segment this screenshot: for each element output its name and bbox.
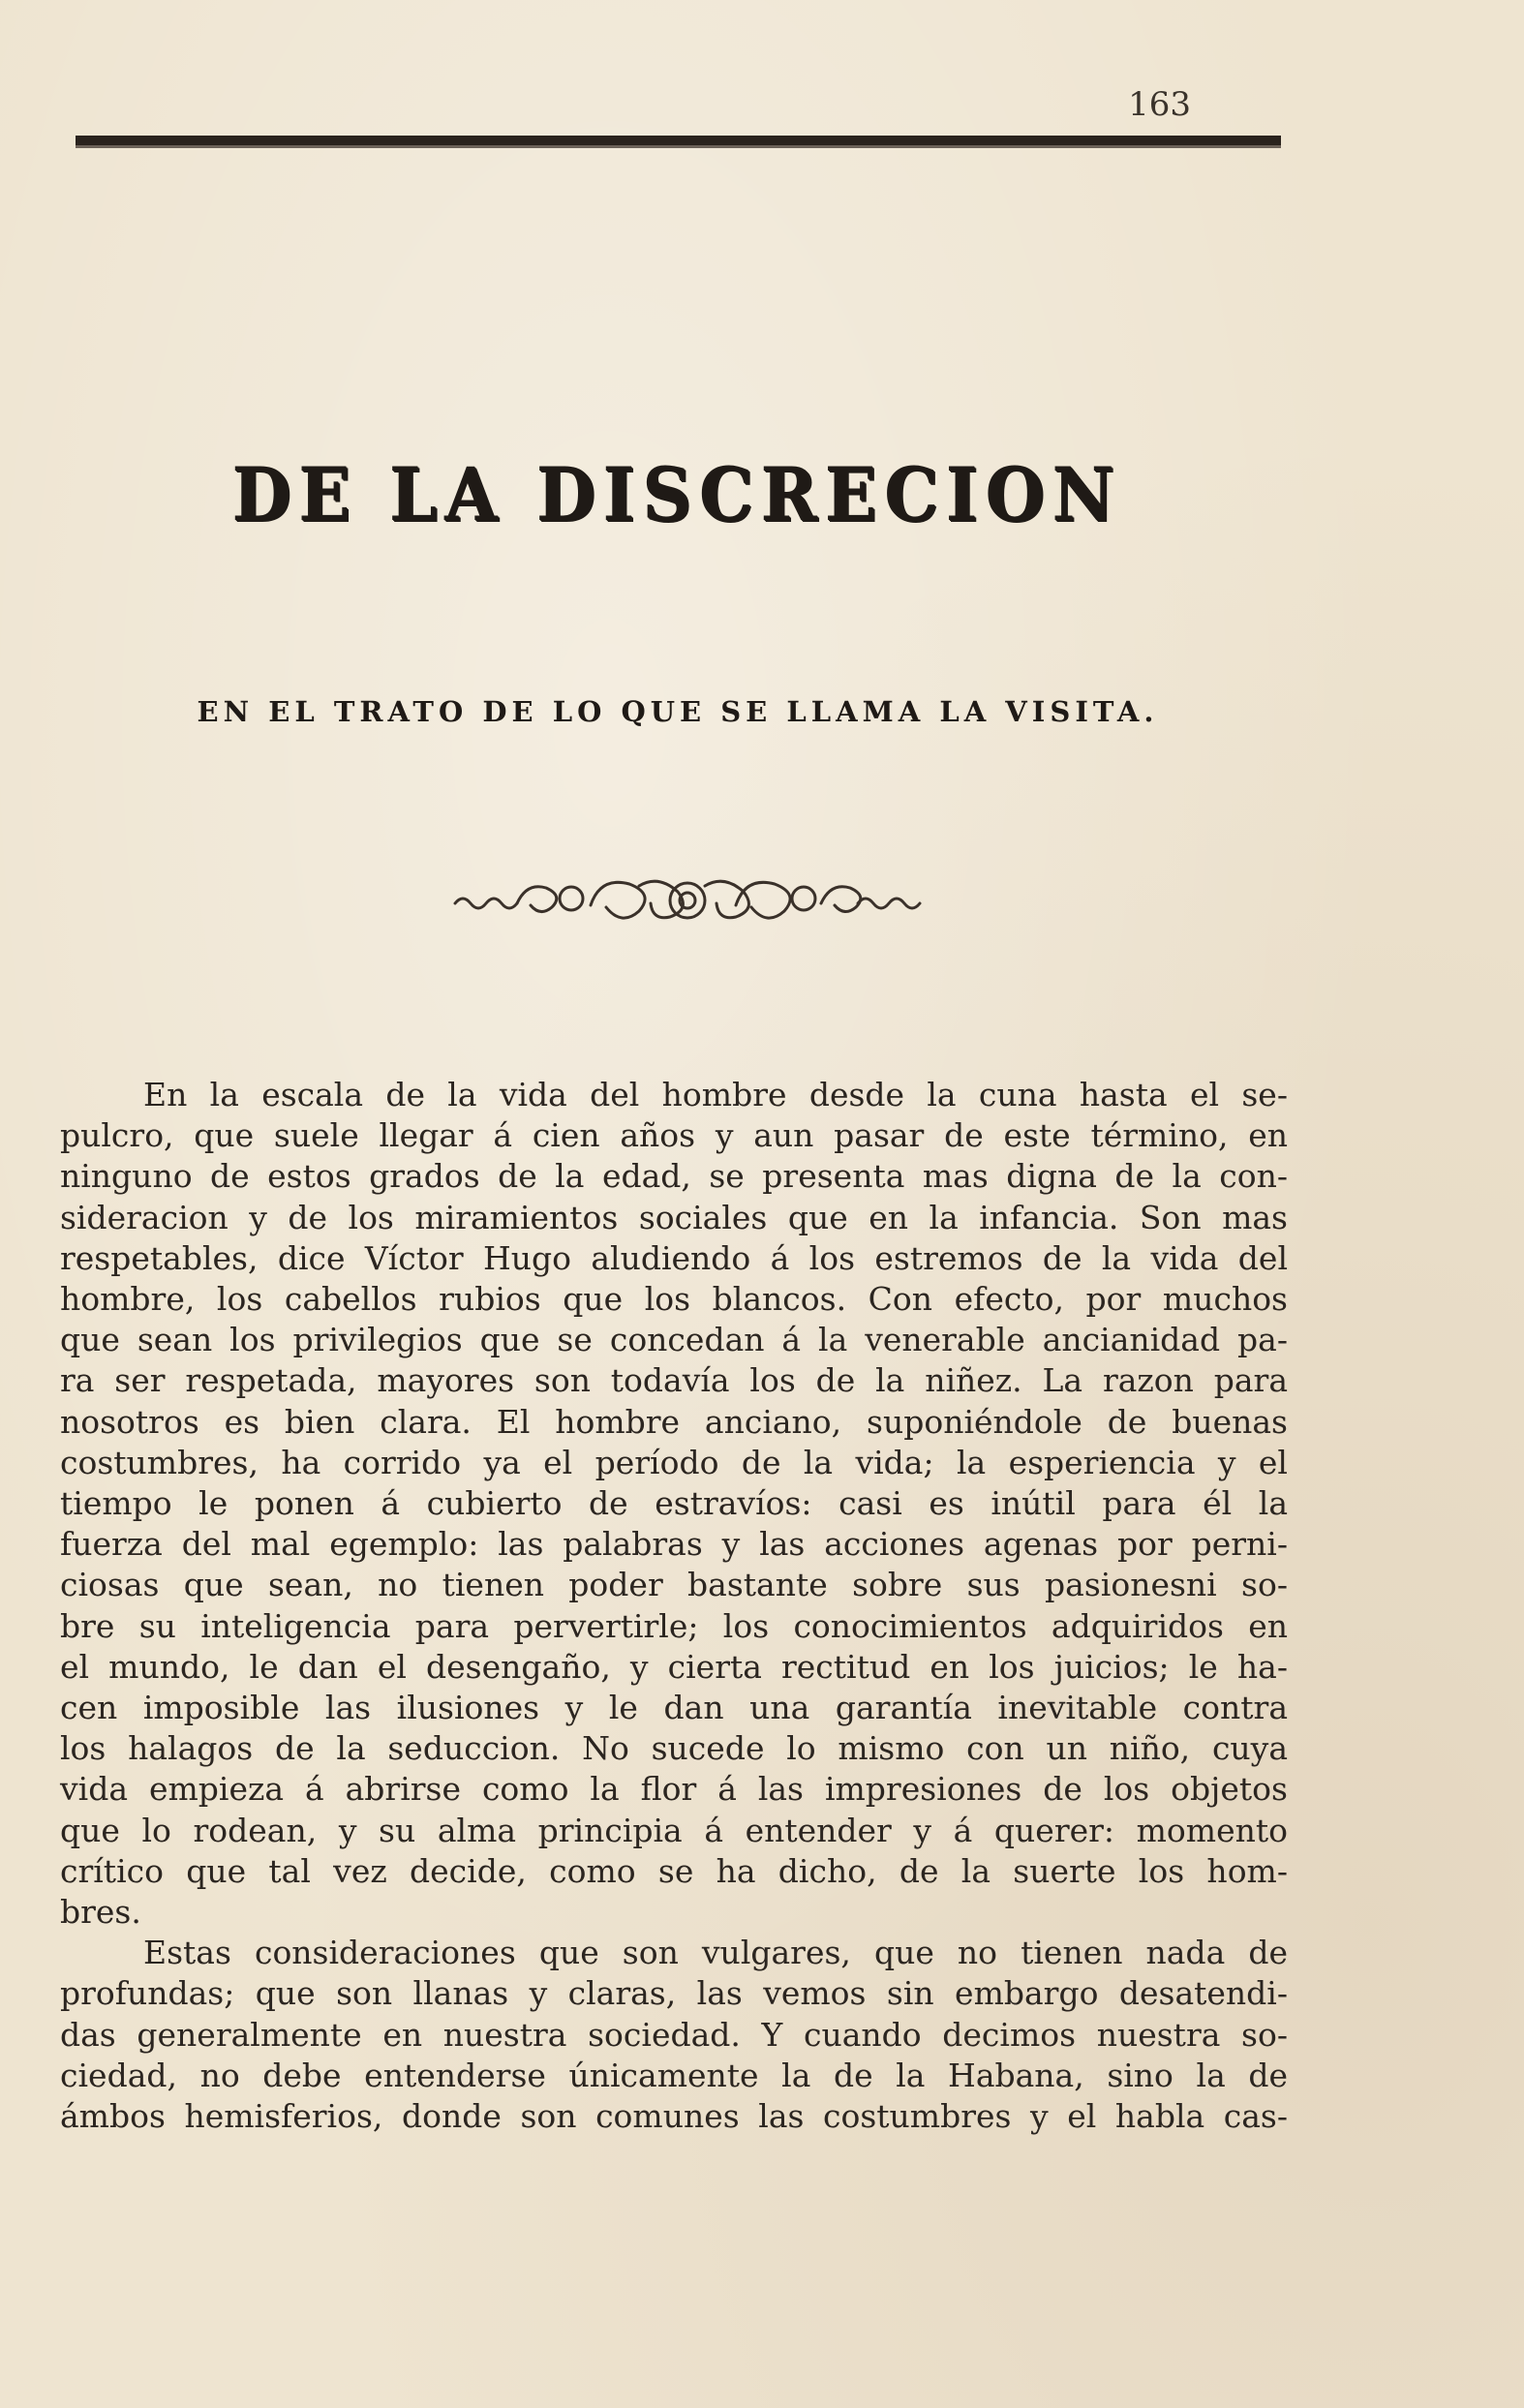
page-number: 163 <box>1128 85 1191 124</box>
text-line: das generalmente en nuestra sociedad. Y cuando decimos nuestra so- <box>60 2015 1288 2054</box>
text-line: crítico que tal vez decide, como se ha dicho, de la suerte los hom- <box>60 1851 1288 1890</box>
text-line: ciedad, no debe entenderse únicamente la de la Habana, sino la de <box>60 2056 1288 2094</box>
header-rule <box>76 136 1281 148</box>
text-line: bre su inteligencia para pervertirle; los conocimientos adquiridos en <box>60 1606 1288 1645</box>
ornament-divider <box>445 867 930 934</box>
text-line: el mundo, le dan el desengaño, y cierta rectitud en los juicios; le ha- <box>60 1647 1288 1686</box>
text-line: ámbos hemisferios, donde son comunes las costumbres y el habla cas- <box>60 2097 1288 2136</box>
text-line: fuerza del mal egemplo: las palabras y las acciones agenas por perni- <box>60 1525 1288 1564</box>
chapter-title: DE LA DISCRECION <box>232 451 1123 539</box>
text-line: bres. <box>60 1893 141 1932</box>
text-line: pulcro, que suele llegar á cien años y aun pasar de este término, en <box>60 1116 1288 1155</box>
text-line: vida empieza á abrirse como la flor á las impresiones de los objetos <box>60 1770 1288 1809</box>
text-line: sideracion y de los miramientos sociales que en la infancia. Son mas <box>60 1198 1288 1236</box>
text-line: profundas; que son llanas y claras, las vemos sin embargo desatendi- <box>60 1974 1288 2013</box>
text-line: ninguno de estos grados de la edad, se presenta mas digna de la con- <box>60 1157 1288 1196</box>
chapter-subtitle: EN EL TRATO DE LO QUE SE LLAMA LA VISITA. <box>197 695 1159 728</box>
text-line: ciosas que sean, no tienen poder bastante sobre sus pasionesni so- <box>60 1566 1288 1604</box>
body-text <box>60 1075 1288 2137</box>
body-lines <box>60 1075 1288 2137</box>
text-line: costumbres, ha corrido ya el período de la vida; la esperiencia y el <box>60 1443 1288 1481</box>
text-line: hombre, los cabellos rubios que los blancos. Con efecto, por muchos <box>60 1280 1288 1319</box>
text-line: que lo rodean, y su alma principia á entender y á querer: momento <box>60 1811 1288 1849</box>
text-line: que sean los privilegios que se concedan á la venerable ancianidad pa- <box>60 1321 1288 1359</box>
text-line: nosotros es bien clara. El hombre anciano, suponiéndole de buenas <box>60 1402 1288 1441</box>
text-line: cen imposible las ilusiones y le dan una garantía inevitable contra <box>60 1689 1288 1727</box>
text-line: respetables, dice Víctor Hugo aludiendo á los estremos de la vida del <box>60 1238 1288 1277</box>
text-line: los halagos de la seduccion. No sucede lo mismo con un niño, cuya <box>60 1729 1288 1768</box>
text-line: En la escala de la vida del hombre desde la cuna hasta el se- <box>143 1076 1288 1113</box>
text-line: ra ser respetada, mayores son todavía los de la niñez. La razon para <box>60 1361 1288 1400</box>
text-line: tiempo le ponen á cubierto de estravíos: casi es inútil para él la <box>60 1484 1288 1523</box>
text-line: Estas consideraciones que son vulgares, que no tienen nada de <box>143 1934 1288 1972</box>
